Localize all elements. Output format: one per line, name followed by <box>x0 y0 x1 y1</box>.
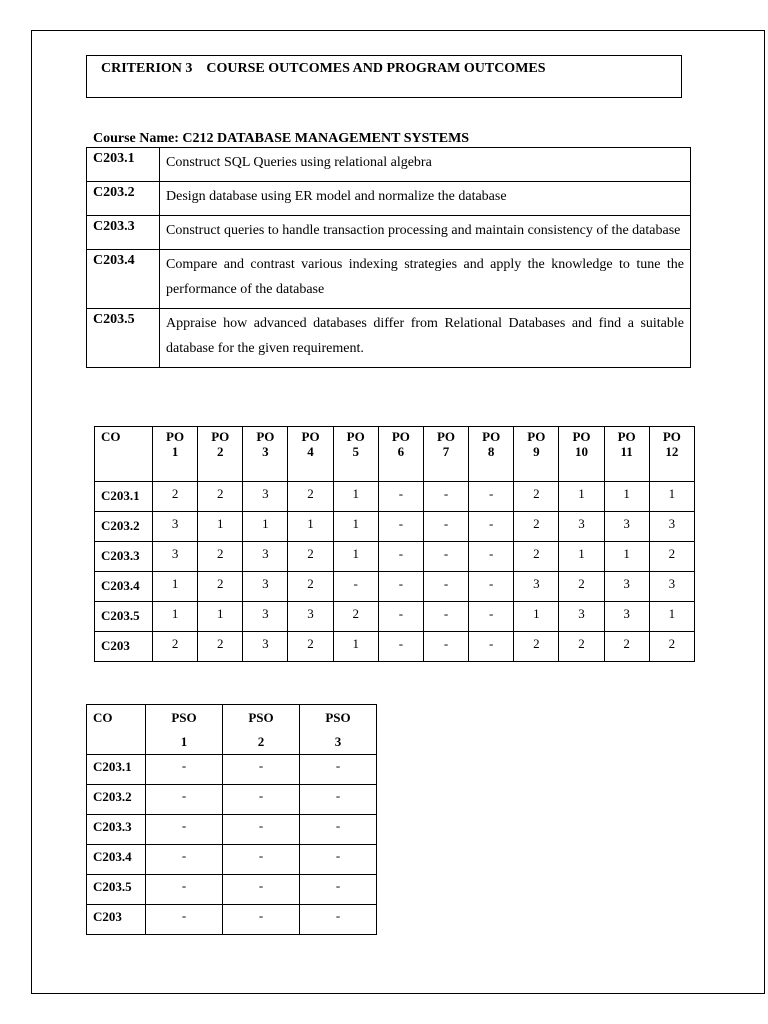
po-cell: 2 <box>288 632 333 662</box>
po-cell: 1 <box>333 482 378 512</box>
co-row <box>87 148 691 182</box>
po-row <box>95 632 695 662</box>
po-column-header <box>153 427 198 482</box>
po-cell: 1 <box>333 542 378 572</box>
po-header-number: 2 <box>216 444 224 459</box>
po-column-header <box>649 427 694 482</box>
po-cell: - <box>423 482 468 512</box>
po-cell: - <box>423 542 468 572</box>
po-cell: 2 <box>649 542 694 572</box>
po-row-label: C203 <box>95 632 153 662</box>
pso-header-number: 3 <box>334 734 342 749</box>
po-header-number: 12 <box>665 444 679 459</box>
co-code: C203.5 <box>87 309 160 368</box>
po-cell: 3 <box>153 542 198 572</box>
po-cell: - <box>469 632 514 662</box>
po-cell: 2 <box>649 632 694 662</box>
po-cell: 3 <box>649 572 694 602</box>
pso-header-label: PSO <box>248 710 274 725</box>
po-column-header <box>378 427 423 482</box>
po-cell: 3 <box>243 572 288 602</box>
po-cell: 3 <box>604 572 649 602</box>
po-cell: 3 <box>514 572 559 602</box>
po-cell: 1 <box>243 512 288 542</box>
po-row-label: C203.5 <box>95 602 153 632</box>
pso-row <box>87 845 377 875</box>
po-cell: 3 <box>604 512 649 542</box>
pso-cell: - <box>300 905 377 935</box>
po-cell: 3 <box>243 482 288 512</box>
po-cell: 1 <box>514 602 559 632</box>
pso-cell: - <box>146 845 223 875</box>
po-cell: 1 <box>559 542 604 572</box>
po-header-label: PO <box>527 429 546 444</box>
pso-cell: - <box>223 755 300 785</box>
co-code: C203.4 <box>87 250 160 309</box>
po-header-label: PO <box>662 429 681 444</box>
po-cell: 3 <box>604 602 649 632</box>
pso-cell: - <box>223 875 300 905</box>
pso-cell: - <box>300 785 377 815</box>
po-cell: 3 <box>243 602 288 632</box>
pso-cell: - <box>146 755 223 785</box>
po-cell: 2 <box>604 632 649 662</box>
po-row <box>95 542 695 572</box>
po-header-label: PO <box>482 429 501 444</box>
pso-row-label: C203.4 <box>87 845 146 875</box>
po-header-label: PO <box>572 429 591 444</box>
po-cell: 3 <box>153 512 198 542</box>
pso-column-header <box>223 705 300 755</box>
po-cell: 1 <box>198 602 243 632</box>
po-cell: - <box>378 512 423 542</box>
po-column-header <box>198 427 243 482</box>
po-cell: 2 <box>514 512 559 542</box>
po-cell: - <box>469 602 514 632</box>
po-cell: 2 <box>514 632 559 662</box>
po-cell: 3 <box>559 512 604 542</box>
pso-cell: - <box>300 875 377 905</box>
po-cell: - <box>423 572 468 602</box>
pso-cell: - <box>146 875 223 905</box>
po-row <box>95 572 695 602</box>
po-cell: 3 <box>243 542 288 572</box>
po-cell: - <box>469 572 514 602</box>
pso-column-header <box>300 705 377 755</box>
pso-cell: - <box>223 905 300 935</box>
co-description: Construct queries to handle transaction processing and maintain consistency of the database <box>160 216 691 250</box>
po-cell: 2 <box>198 572 243 602</box>
po-header-number: 10 <box>574 444 588 459</box>
co-code: C203.2 <box>87 182 160 216</box>
pso-header-label: PSO <box>171 710 197 725</box>
po-cell: 3 <box>649 512 694 542</box>
po-cell: - <box>423 602 468 632</box>
po-cell: 2 <box>288 542 333 572</box>
co-row <box>87 182 691 216</box>
po-cell: - <box>378 542 423 572</box>
pso-row <box>87 875 377 905</box>
po-row-label: C203.4 <box>95 572 153 602</box>
po-mapping-table <box>94 426 695 662</box>
po-cell: - <box>378 482 423 512</box>
po-header-number: 7 <box>442 444 450 459</box>
pso-row-label: C203.3 <box>87 815 146 845</box>
po-row <box>95 602 695 632</box>
po-row-label: C203.3 <box>95 542 153 572</box>
po-cell: 2 <box>514 482 559 512</box>
po-header-number: 3 <box>262 444 269 459</box>
pso-cell: - <box>223 845 300 875</box>
po-cell: 3 <box>243 632 288 662</box>
course-name: Course Name: C212 DATABASE MANAGEMENT SYSTEMS <box>93 131 470 146</box>
po-co-header: CO <box>95 427 153 482</box>
po-cell: 1 <box>604 482 649 512</box>
po-header-label: PO <box>256 429 275 444</box>
po-cell: - <box>469 482 514 512</box>
po-row <box>95 512 695 542</box>
criterion-heading: CRITERION 3 COURSE OUTCOMES AND PROGRAM OUTCOMES <box>101 61 546 76</box>
po-cell: 2 <box>153 632 198 662</box>
po-cell: 1 <box>649 602 694 632</box>
pso-row <box>87 785 377 815</box>
po-cell: 2 <box>559 572 604 602</box>
po-cell: 1 <box>559 482 604 512</box>
po-header-label: PO <box>617 429 636 444</box>
po-cell: 2 <box>333 602 378 632</box>
po-cell: 2 <box>514 542 559 572</box>
po-cell: - <box>423 632 468 662</box>
co-code: C203.1 <box>87 148 160 182</box>
po-column-header <box>604 427 649 482</box>
po-header-number: 11 <box>620 444 633 459</box>
po-cell: 2 <box>288 572 333 602</box>
pso-cell: - <box>223 785 300 815</box>
po-column-header <box>559 427 604 482</box>
pso-header-number: 1 <box>180 734 188 749</box>
po-header-label: PO <box>436 429 456 444</box>
po-header-number: 5 <box>352 444 359 459</box>
co-row <box>87 216 691 250</box>
pso-cell: - <box>146 785 223 815</box>
po-cell: - <box>423 512 468 542</box>
po-cell: - <box>378 602 423 632</box>
po-cell: 1 <box>604 542 649 572</box>
po-cell: 2 <box>559 632 604 662</box>
po-header-label: PO <box>391 429 410 444</box>
pso-co-header: CO <box>87 705 146 755</box>
co-row <box>87 250 691 309</box>
pso-row <box>87 905 377 935</box>
pso-row-label: C203.5 <box>87 875 146 905</box>
pso-cell: - <box>300 755 377 785</box>
po-column-header <box>514 427 559 482</box>
course-outcomes-table <box>86 147 691 368</box>
po-cell: - <box>378 632 423 662</box>
po-column-header <box>333 427 378 482</box>
po-column-header <box>423 427 468 482</box>
pso-column-header <box>146 705 223 755</box>
po-cell: 1 <box>333 512 378 542</box>
co-description: Appraise how advanced databases differ from Relational Databases and find a suitable database for the given requirement. <box>160 309 691 368</box>
po-cell: 2 <box>198 542 243 572</box>
pso-cell: - <box>146 905 223 935</box>
po-cell: - <box>469 512 514 542</box>
pso-cell: - <box>300 845 377 875</box>
po-cell: - <box>333 572 378 602</box>
po-header-number: 6 <box>397 444 405 459</box>
po-header-label: PO <box>166 429 185 444</box>
po-row-label: C203.2 <box>95 512 153 542</box>
po-cell: 1 <box>649 482 694 512</box>
pso-row <box>87 755 377 785</box>
pso-cell: - <box>146 815 223 845</box>
pso-cell: - <box>300 815 377 845</box>
pso-row-label: C203.1 <box>87 755 146 785</box>
po-column-header <box>243 427 288 482</box>
po-column-header <box>469 427 514 482</box>
pso-row <box>87 815 377 845</box>
po-cell: 1 <box>333 632 378 662</box>
co-description: Design database using ER model and normalize the database <box>160 182 691 216</box>
po-cell: 2 <box>198 632 243 662</box>
po-header-label: PO <box>211 429 230 444</box>
po-header-label: PO <box>301 429 320 444</box>
pso-row-label: C203 <box>87 905 146 935</box>
pso-header-label: PSO <box>325 710 351 725</box>
pso-mapping-table <box>86 704 377 935</box>
co-description: Compare and contrast various indexing strategies and apply the knowledge to tune the performance of the database <box>160 250 691 309</box>
po-cell: 2 <box>288 482 333 512</box>
po-header-number: 9 <box>533 444 540 459</box>
co-description: Construct SQL Queries using relational algebra <box>160 148 691 182</box>
po-row <box>95 482 695 512</box>
pso-row-label: C203.2 <box>87 785 146 815</box>
po-cell: 1 <box>153 572 198 602</box>
po-column-header <box>288 427 333 482</box>
po-cell: 2 <box>198 482 243 512</box>
po-row-label: C203.1 <box>95 482 153 512</box>
criterion-heading-box <box>86 55 682 98</box>
po-cell: 1 <box>288 512 333 542</box>
po-cell: 3 <box>288 602 333 632</box>
po-header-label: PO <box>346 429 365 444</box>
po-cell: 3 <box>559 602 604 632</box>
po-header-number: 4 <box>307 444 314 459</box>
po-cell: 1 <box>198 512 243 542</box>
po-cell: - <box>378 572 423 602</box>
po-header-number: 8 <box>487 444 495 459</box>
po-cell: 1 <box>153 602 198 632</box>
po-cell: 2 <box>153 482 198 512</box>
co-row <box>87 309 691 368</box>
po-header-number: 1 <box>171 444 179 459</box>
co-code: C203.3 <box>87 216 160 250</box>
po-cell: - <box>469 542 514 572</box>
pso-cell: - <box>223 815 300 845</box>
pso-header-number: 2 <box>257 734 265 749</box>
